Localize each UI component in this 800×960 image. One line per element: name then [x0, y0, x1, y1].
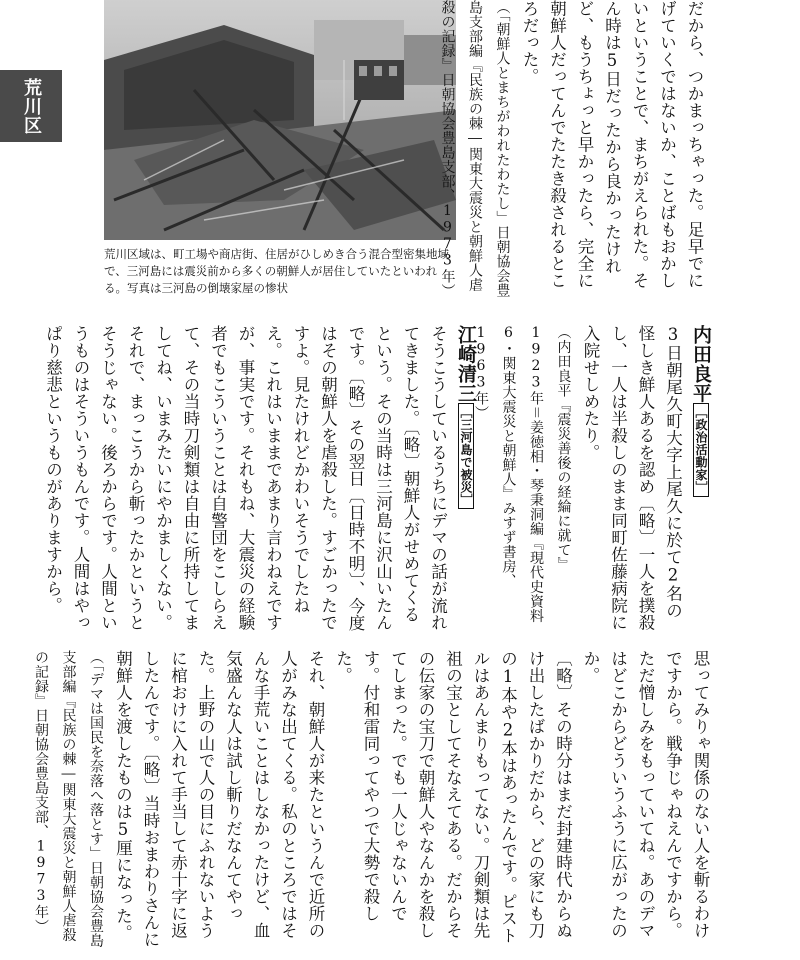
uchida-section	[473, 325, 715, 635]
bottom-source: （「デマは国民を奈落へ落とす」日朝協会豊島支部編『民族の棘―関東大震災と朝鮮人虐殺の記録』日朝協会豊島支部、1973年）	[33, 650, 104, 948]
uchida-role: ［政治活動家］	[693, 403, 709, 497]
uchida-name: 内田良平	[690, 325, 712, 403]
collapsed-houses-photo	[104, 0, 456, 240]
uchida-source: （内田良平『震災善後の経綸に就て』1923年＝姜徳相・琴秉洞編『現代史資料6・関東大震災と朝鮮人』みすず書房、1963年）	[473, 325, 572, 623]
ward-label: 荒川区	[21, 77, 42, 135]
bottom-paragraph-1: 思ってみりゃ関係のない人を斬るわけですから。戦争じゃねえんですから。ただ憎しみをもっていてね。あのデマはどこからどういうふうに広がったのか。	[581, 650, 710, 939]
ezaki-name: 江崎清三	[455, 325, 477, 403]
bottom-text-block	[33, 650, 714, 950]
caption-text: 荒川区域は、町工場や商店街、住居がひしめき合う混合型密集地域で、三河島には震災前から多くの朝鮮人が居住していたといわれる。写真は三河島の倒壊家屋の惨状	[104, 247, 449, 295]
uchida-paragraph: 3日朝尾久町大字上尾久に於て2名の怪しき鮮人あるを認め〔略〕一人を撲殺し、一人は半殺しのまま同町佐藤病院に入院せしめたり。	[581, 325, 683, 631]
ezaki-role: ［三河島で被災］	[458, 403, 474, 509]
top-right-text-block	[439, 0, 708, 305]
photo-caption	[104, 246, 460, 297]
bottom-paragraph-3: それ、朝鮮人が来たというんで近所の人がみな出てくる。私のところではそんな手荒いことはしなかったけど、血気盛んな人は試し斬りだなんてやった。上野の山で人の目にふれないように棺おけに入れて手当して赤十字に返したんです。〔略〕当時おまわりさんに朝鮮人を渡したものは5厘になった。	[113, 650, 325, 948]
bottom-paragraph-2: 〔略〕その時分はまだ封建時代からぬけ出したばかりだから、どの家にも刀の1本や2本はあったんです。ピストルはあんまりもってない。刀剣類は先祖の宝としてそなえてある。だからその伝家の宝刀で朝鮮人やなんかを殺してしまった。でも一人じゃないんです。付和雷同ってやつで大勢で殺した。	[333, 650, 573, 944]
top-right-source: （「朝鮮人とまちがわれたわたし」日朝協会豊島支部編『民族の棘―関東大震災と朝鮮人虐殺の記録』日朝協会豊島支部、1973年）	[439, 0, 511, 298]
top-right-paragraph: だから、つかまっちゃった。足早でにげていくではないか、ことばもおかしいということで、まちがえられた。そん時は5日だったから良かったけれど、もうちょっと早かったら、完全に朝鮮人だってんでたたき殺されるところだった。	[520, 0, 704, 289]
ezaki-paragraph: そうこうしているうちにデマの話が流れてきました。〔略〕朝鮮人がせめてくるという。その当時は三河島に沢山いたんです。〔略〕その翌日〔日時不明〕、今度はその朝鮮人を虐殺した。すごかったですよ。見たけれどかわいそうでしたねえ。これはいままであまり言わねえですが、事実です。それもね、大震災の経験者でもこういうことは自警団をこしらえて、その当時刀剣類は自由に所持してましてね、いまみたいにやかましくない。それで、まっこうから斬ったかというとそうじゃない。後ろからです。人間というものはそういうもんです。人間はやっぱり慈悲というものがありますから。	[43, 325, 448, 632]
ward-side-tab	[0, 70, 62, 142]
ezaki-section	[43, 325, 480, 635]
photo-image	[104, 0, 456, 240]
